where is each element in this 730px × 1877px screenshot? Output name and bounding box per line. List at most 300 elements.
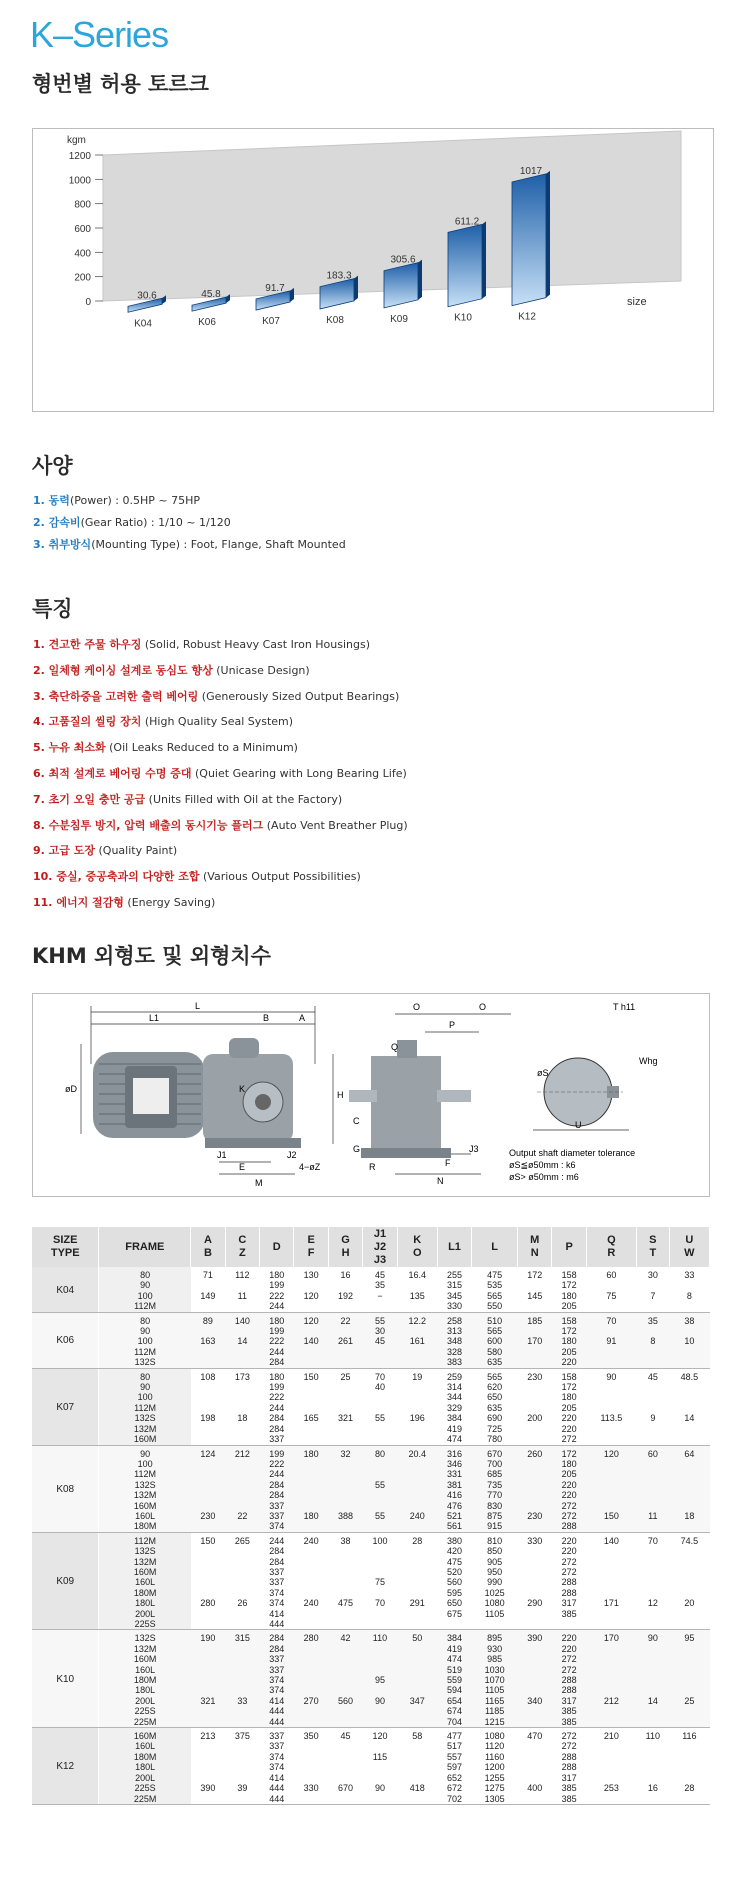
cell-spacer: [225, 1654, 259, 1664]
cell-spacer: [225, 1665, 259, 1675]
cell-spacer: [363, 1500, 397, 1510]
cell-value: 1215: [484, 1716, 505, 1727]
shaft-section-drawing: [537, 1058, 623, 1126]
column-header-line: W: [684, 1247, 695, 1259]
feature-item: [33, 817, 408, 833]
cell-value: 288: [561, 1751, 577, 1762]
frame-value: 160M: [133, 1566, 157, 1577]
cell-value: 272: [561, 1434, 577, 1445]
feature-english: (Auto Vent Breather Plug): [263, 818, 408, 832]
cell-spacer: [586, 1392, 636, 1402]
cell-spacer: [328, 1490, 362, 1500]
cell-value: 33: [237, 1695, 248, 1706]
cell-spacer: [294, 1685, 328, 1695]
dimension-cell: [437, 1267, 471, 1312]
cell-spacer: [397, 1557, 437, 1567]
cell-value: 288: [561, 1685, 577, 1696]
bar-value-label: 30.6: [137, 290, 157, 302]
cell-value: 385: [561, 1793, 577, 1804]
cell-spacer: [191, 1301, 225, 1311]
column-header-line: O: [412, 1247, 422, 1259]
cell-spacer: [294, 1773, 328, 1783]
cell-value: 150: [200, 1535, 216, 1546]
cell-value: 337: [269, 1577, 285, 1588]
cell-spacer: [191, 1773, 225, 1783]
cell-spacer: [518, 1434, 552, 1444]
cell-spacer: [636, 1347, 669, 1357]
frame-value: 132S: [134, 1357, 156, 1368]
cell-spacer: [294, 1521, 328, 1531]
feature-korean: 에너지 절감형: [56, 896, 124, 909]
column-header-line: J2: [373, 1240, 387, 1253]
column-header-line: R: [607, 1247, 616, 1259]
cell-value: 180: [303, 1448, 319, 1459]
dimension-cell: [191, 1728, 225, 1805]
cell-value: 90: [606, 1371, 617, 1382]
dimension-cell: [294, 1368, 328, 1445]
cell-spacer: [363, 1392, 397, 1402]
cell-value: 385: [561, 1706, 577, 1717]
dimension-cell: [225, 1267, 259, 1312]
dimension-cell: [294, 1267, 328, 1312]
cell-spacer: [636, 1490, 669, 1500]
frame-value: 225M: [133, 1793, 157, 1804]
column-header-line: N: [530, 1247, 539, 1259]
dimension-cell: [586, 1728, 636, 1805]
spec-english: (Power) : 0.5HP ~ 75HP: [69, 494, 200, 507]
cell-value: 895: [487, 1633, 503, 1644]
cell-value: 120: [603, 1448, 619, 1459]
cell-spacer: [191, 1577, 225, 1587]
cell-value: 45: [374, 1270, 385, 1280]
cell-value: 30: [374, 1326, 385, 1337]
frame-value: 180M: [133, 1587, 157, 1598]
cell-value: 561: [446, 1521, 463, 1532]
column-header-line: FRAME: [125, 1240, 165, 1253]
bar-body: [448, 224, 482, 306]
cell-spacer: [669, 1773, 709, 1783]
column-header-line: S: [649, 1234, 657, 1246]
cell-value: 1165: [484, 1695, 505, 1706]
cell-value: 199: [269, 1326, 285, 1337]
column-header-line: M: [530, 1234, 540, 1246]
spec-item: [33, 538, 346, 552]
cell-value: 560: [446, 1577, 463, 1588]
cell-value: 875: [487, 1510, 503, 1521]
cell-spacer: [191, 1480, 225, 1490]
dim-H: H: [337, 1090, 344, 1100]
feature-number: 8.: [33, 818, 49, 832]
cell-spacer: [191, 1752, 225, 1762]
cell-spacer: [636, 1609, 669, 1619]
cell-spacer: [328, 1577, 362, 1587]
cell-value: 280: [303, 1633, 319, 1644]
cell-spacer: [225, 1577, 259, 1587]
cell-value: 16.4: [408, 1270, 426, 1280]
cell-value: 735: [487, 1479, 503, 1490]
cell-value: 595: [446, 1587, 463, 1598]
cell-value: 400: [527, 1783, 543, 1794]
cell-value: 205: [561, 1346, 577, 1357]
cell-spacer: [328, 1706, 362, 1716]
cell-value: 290: [527, 1598, 543, 1609]
cell-value: 284: [269, 1479, 285, 1490]
cell-value: 220: [561, 1413, 577, 1424]
cell-value: 240: [409, 1510, 425, 1521]
cell-value: 521: [446, 1510, 463, 1521]
cell-spacer: [586, 1773, 636, 1783]
cell-spacer: [669, 1490, 709, 1500]
dim-M: M: [255, 1178, 263, 1188]
frame-value: 160M: [133, 1654, 157, 1665]
table-header-row: [32, 1227, 710, 1267]
cell-value: 198: [200, 1413, 216, 1424]
cell-spacer: [294, 1434, 328, 1444]
cell-value: 71: [202, 1270, 213, 1280]
feature-item: [33, 868, 361, 884]
cell-value: 140: [303, 1336, 319, 1347]
frame-value: 80: [140, 1315, 151, 1326]
bar-value-label: 305.6: [390, 254, 416, 266]
cell-spacer: [669, 1557, 709, 1567]
size-type-cell: K04: [32, 1267, 99, 1312]
cell-value: 520: [446, 1566, 463, 1577]
cell-spacer: [225, 1424, 259, 1434]
cell-value: 340: [527, 1695, 543, 1706]
cell-value: 384: [446, 1633, 463, 1644]
cell-value: 284: [269, 1643, 285, 1654]
cell-value: 475: [487, 1270, 503, 1280]
cell-value: 374: [269, 1751, 285, 1762]
cell-value: 350: [303, 1731, 319, 1742]
cell-spacer: [636, 1567, 669, 1577]
column-header-line: K: [413, 1234, 422, 1246]
cell-spacer: [191, 1654, 225, 1664]
cell-value: 272: [561, 1731, 577, 1742]
cell-value: 1120: [484, 1741, 505, 1752]
cell-value: 374: [269, 1587, 285, 1598]
cell-spacer: [518, 1347, 552, 1357]
cell-spacer: [328, 1654, 362, 1664]
column-header-line: F: [307, 1247, 315, 1259]
cell-value: 414: [269, 1772, 285, 1783]
cell-value: 220: [561, 1546, 577, 1557]
cell-spacer: [636, 1326, 669, 1336]
feature-korean: 수분침투 방지, 압력 배출의 동시기능 플러그: [48, 818, 264, 832]
cell-value: 130: [303, 1270, 319, 1280]
frame-value: 225S: [134, 1619, 156, 1629]
cell-value: 180: [561, 1392, 577, 1403]
dimension-cell: [328, 1630, 362, 1728]
cell-value: 1305: [484, 1793, 505, 1804]
feature-korean: 중실, 중공축과의 다양한 조합: [56, 870, 200, 884]
cell-value: 230: [200, 1510, 216, 1521]
cell-spacer: [636, 1382, 669, 1392]
cell-spacer: [363, 1357, 397, 1367]
cell-spacer: [669, 1347, 709, 1357]
frame-value: 180M: [133, 1521, 157, 1532]
cell-spacer: [518, 1403, 552, 1413]
column-header: [552, 1227, 586, 1267]
cell-value: 635: [487, 1402, 503, 1413]
frame-value: 132S: [134, 1479, 156, 1490]
cell-value: 652: [446, 1772, 463, 1783]
cell-value: 810: [487, 1535, 503, 1546]
column-header: [518, 1227, 552, 1267]
cell-spacer: [586, 1326, 636, 1336]
feature-korean: 고품질의 씰링 장치: [48, 715, 142, 729]
cell-spacer: [225, 1546, 259, 1556]
x-category-label: K10: [454, 312, 472, 324]
cell-spacer: [636, 1644, 669, 1654]
cell-value: 8: [686, 1290, 692, 1301]
cell-spacer: [586, 1675, 636, 1685]
cell-spacer: [225, 1644, 259, 1654]
table-row: [32, 1630, 710, 1728]
cell-value: 90: [374, 1783, 385, 1794]
series-title: K–Series: [30, 14, 169, 55]
frame-cell: [99, 1445, 191, 1532]
cell-value: 75: [374, 1577, 385, 1588]
feature-korean: 고급 도장: [48, 844, 96, 858]
bar-side: [546, 171, 550, 298]
feature-korean: 최적 설계로 베어링 수명 증대: [48, 767, 192, 780]
cell-spacer: [518, 1546, 552, 1556]
bar-side: [418, 260, 422, 300]
cell-value: 670: [487, 1448, 503, 1459]
column-header-line: Q: [607, 1234, 616, 1246]
cell-value: 205: [561, 1402, 577, 1413]
cell-value: 388: [338, 1510, 354, 1521]
dimension-cell: [363, 1267, 397, 1312]
cell-value: 594: [446, 1685, 463, 1696]
frame-value: 225S: [134, 1706, 156, 1717]
cell-spacer: [518, 1762, 552, 1772]
cell-value: 1275: [484, 1783, 505, 1794]
cell-value: 173: [234, 1371, 250, 1382]
frame-value: 90: [140, 1326, 151, 1337]
dimension-cell: [472, 1368, 518, 1445]
cell-spacer: [586, 1280, 636, 1290]
cell-spacer: [586, 1546, 636, 1556]
cell-spacer: [294, 1424, 328, 1434]
frame-value: 132M: [133, 1556, 157, 1567]
frame-value: 200L: [135, 1772, 156, 1783]
dimension-cell: [225, 1312, 259, 1368]
cell-spacer: [518, 1717, 552, 1727]
feature-item: [33, 791, 342, 807]
cell-spacer: [586, 1500, 636, 1510]
feature-number: 1.: [33, 638, 49, 651]
dimension-cell: [586, 1312, 636, 1368]
cell-spacer: [518, 1577, 552, 1587]
cell-value: 90: [374, 1695, 385, 1706]
cell-value: 115: [372, 1751, 388, 1762]
y-tick-label: 1200: [68, 151, 91, 162]
cell-spacer: [363, 1424, 397, 1434]
cell-spacer: [669, 1567, 709, 1577]
cell-spacer: [225, 1480, 259, 1490]
cell-value: 580: [487, 1346, 503, 1357]
cell-spacer: [669, 1654, 709, 1664]
feature-english: (Oil Leaks Reduced to a Minimum): [105, 741, 298, 755]
cell-value: 381: [446, 1479, 463, 1490]
cell-value: 265: [234, 1535, 250, 1546]
table-row: [32, 1728, 710, 1805]
dim-T: T h11: [613, 1002, 636, 1012]
cell-value: 550: [487, 1301, 503, 1312]
cell-value: 675: [446, 1608, 463, 1619]
cell-value: 317: [561, 1772, 577, 1783]
column-header-line: A: [203, 1234, 212, 1246]
dimension-cell: [260, 1728, 294, 1805]
cell-spacer: [191, 1609, 225, 1619]
feature-number: 9.: [33, 844, 49, 858]
cell-value: 199: [269, 1280, 285, 1291]
cell-spacer: [294, 1752, 328, 1762]
cell-value: 7: [650, 1290, 656, 1301]
column-header-line: B: [203, 1247, 212, 1259]
cell-value: 75: [606, 1290, 617, 1301]
cell-spacer: [191, 1706, 225, 1716]
cell-value: 19: [412, 1371, 423, 1382]
frame-value: 100: [137, 1458, 153, 1469]
frame-value: 80: [140, 1371, 151, 1382]
dimension-cell: [552, 1267, 586, 1312]
cell-spacer: [636, 1675, 669, 1685]
torque-heading: 형번별 허용 토르크: [32, 72, 209, 96]
dimension-cell: [260, 1445, 294, 1532]
cell-spacer: [518, 1741, 552, 1751]
spec-korean: 취부방식: [48, 538, 92, 551]
cell-value: 416: [446, 1490, 463, 1501]
cell-spacer: [397, 1480, 437, 1490]
cell-spacer: [636, 1654, 669, 1664]
cell-value: 124: [200, 1448, 216, 1459]
cell-spacer: [191, 1434, 225, 1444]
cell-spacer: [294, 1392, 328, 1402]
dimension-cell: [191, 1368, 225, 1445]
y-tick-label: 1000: [68, 175, 91, 187]
dim-Z: 4−øZ: [299, 1162, 321, 1172]
cell-value: 55: [374, 1479, 385, 1490]
bar-side: [482, 221, 486, 298]
dimension-cell: [472, 1445, 518, 1532]
cell-spacer: [437, 1619, 471, 1629]
cell-spacer: [225, 1717, 259, 1727]
cell-value: 328: [446, 1346, 463, 1357]
cell-spacer: [586, 1577, 636, 1587]
cell-spacer: [636, 1665, 669, 1675]
cell-value: 110: [372, 1633, 388, 1644]
cell-value: 284: [269, 1413, 285, 1424]
cell-value: 330: [527, 1535, 543, 1546]
cell-value: 337: [269, 1741, 285, 1752]
cell-value: 38: [340, 1535, 351, 1546]
dimension-cell: [397, 1267, 437, 1312]
cell-spacer: [586, 1347, 636, 1357]
cell-spacer: [294, 1403, 328, 1413]
cell-value: 12.2: [408, 1315, 426, 1326]
cell-spacer: [191, 1382, 225, 1392]
column-header-line: J3: [373, 1253, 387, 1266]
bar-k10: [448, 221, 486, 306]
column-header-line: SIZE: [52, 1234, 78, 1246]
cell-value: 222: [269, 1458, 285, 1469]
cell-spacer: [636, 1357, 669, 1367]
cell-spacer: [669, 1480, 709, 1490]
dim-F: F: [445, 1158, 451, 1168]
cell-value: 199: [269, 1382, 285, 1393]
cell-value: 420: [446, 1546, 463, 1557]
cell-value: 1030: [484, 1664, 505, 1675]
cell-value: 337: [269, 1664, 285, 1675]
cell-spacer: [518, 1280, 552, 1290]
cell-spacer: [328, 1546, 362, 1556]
cell-spacer: [518, 1490, 552, 1500]
cell-value: 22: [340, 1315, 351, 1326]
dimension-cell: [518, 1368, 552, 1445]
cell-spacer: [191, 1326, 225, 1336]
spec-number: 2.: [33, 516, 49, 529]
cell-spacer: [397, 1500, 437, 1510]
table-row: [32, 1532, 710, 1630]
cell-spacer: [669, 1762, 709, 1772]
cell-spacer: [669, 1424, 709, 1434]
cell-spacer: [328, 1326, 362, 1336]
cell-value: 220: [561, 1357, 577, 1368]
frame-value: 132M: [133, 1490, 157, 1501]
frame-value: 180L: [135, 1762, 156, 1773]
cell-spacer: [669, 1403, 709, 1413]
frame-value: 225M: [133, 1716, 157, 1727]
cell-spacer: [669, 1459, 709, 1469]
cell-value: 180: [269, 1270, 285, 1280]
cell-spacer: [294, 1567, 328, 1577]
cell-value: 45: [374, 1336, 385, 1347]
cell-spacer: [636, 1521, 669, 1531]
dim-J1: J1: [217, 1150, 227, 1160]
cell-value: 284: [269, 1556, 285, 1567]
dimension-cell: [294, 1630, 328, 1728]
cell-spacer: [586, 1644, 636, 1654]
cell-value: 220: [561, 1423, 577, 1434]
cell-spacer: [191, 1741, 225, 1751]
column-header: [191, 1227, 225, 1267]
dimension-cell: [397, 1445, 437, 1532]
spec-english: (Mounting Type) : Foot, Flange, Shaft Mounted: [91, 538, 346, 551]
cell-spacer: [669, 1665, 709, 1675]
y-tick-label: 600: [74, 224, 91, 235]
bar-value-label: 45.8: [201, 289, 221, 301]
feature-english: (High Quality Seal System): [141, 715, 294, 729]
cell-value: 45: [647, 1371, 658, 1382]
cell-spacer: [328, 1762, 362, 1772]
cell-spacer: [191, 1500, 225, 1510]
dimension-cell: [328, 1532, 362, 1630]
cell-spacer: [669, 1392, 709, 1402]
cell-spacer: [363, 1706, 397, 1716]
frame-value: 160L: [135, 1577, 156, 1588]
cell-value: 158: [561, 1270, 577, 1280]
cell-value: 161: [409, 1336, 425, 1347]
cell-spacer: [669, 1619, 709, 1629]
cell-spacer: [294, 1480, 328, 1490]
cell-value: 28: [684, 1783, 695, 1794]
dim-D: øD: [65, 1084, 77, 1094]
cell-spacer: [328, 1588, 362, 1598]
cell-value: 330: [303, 1783, 319, 1794]
